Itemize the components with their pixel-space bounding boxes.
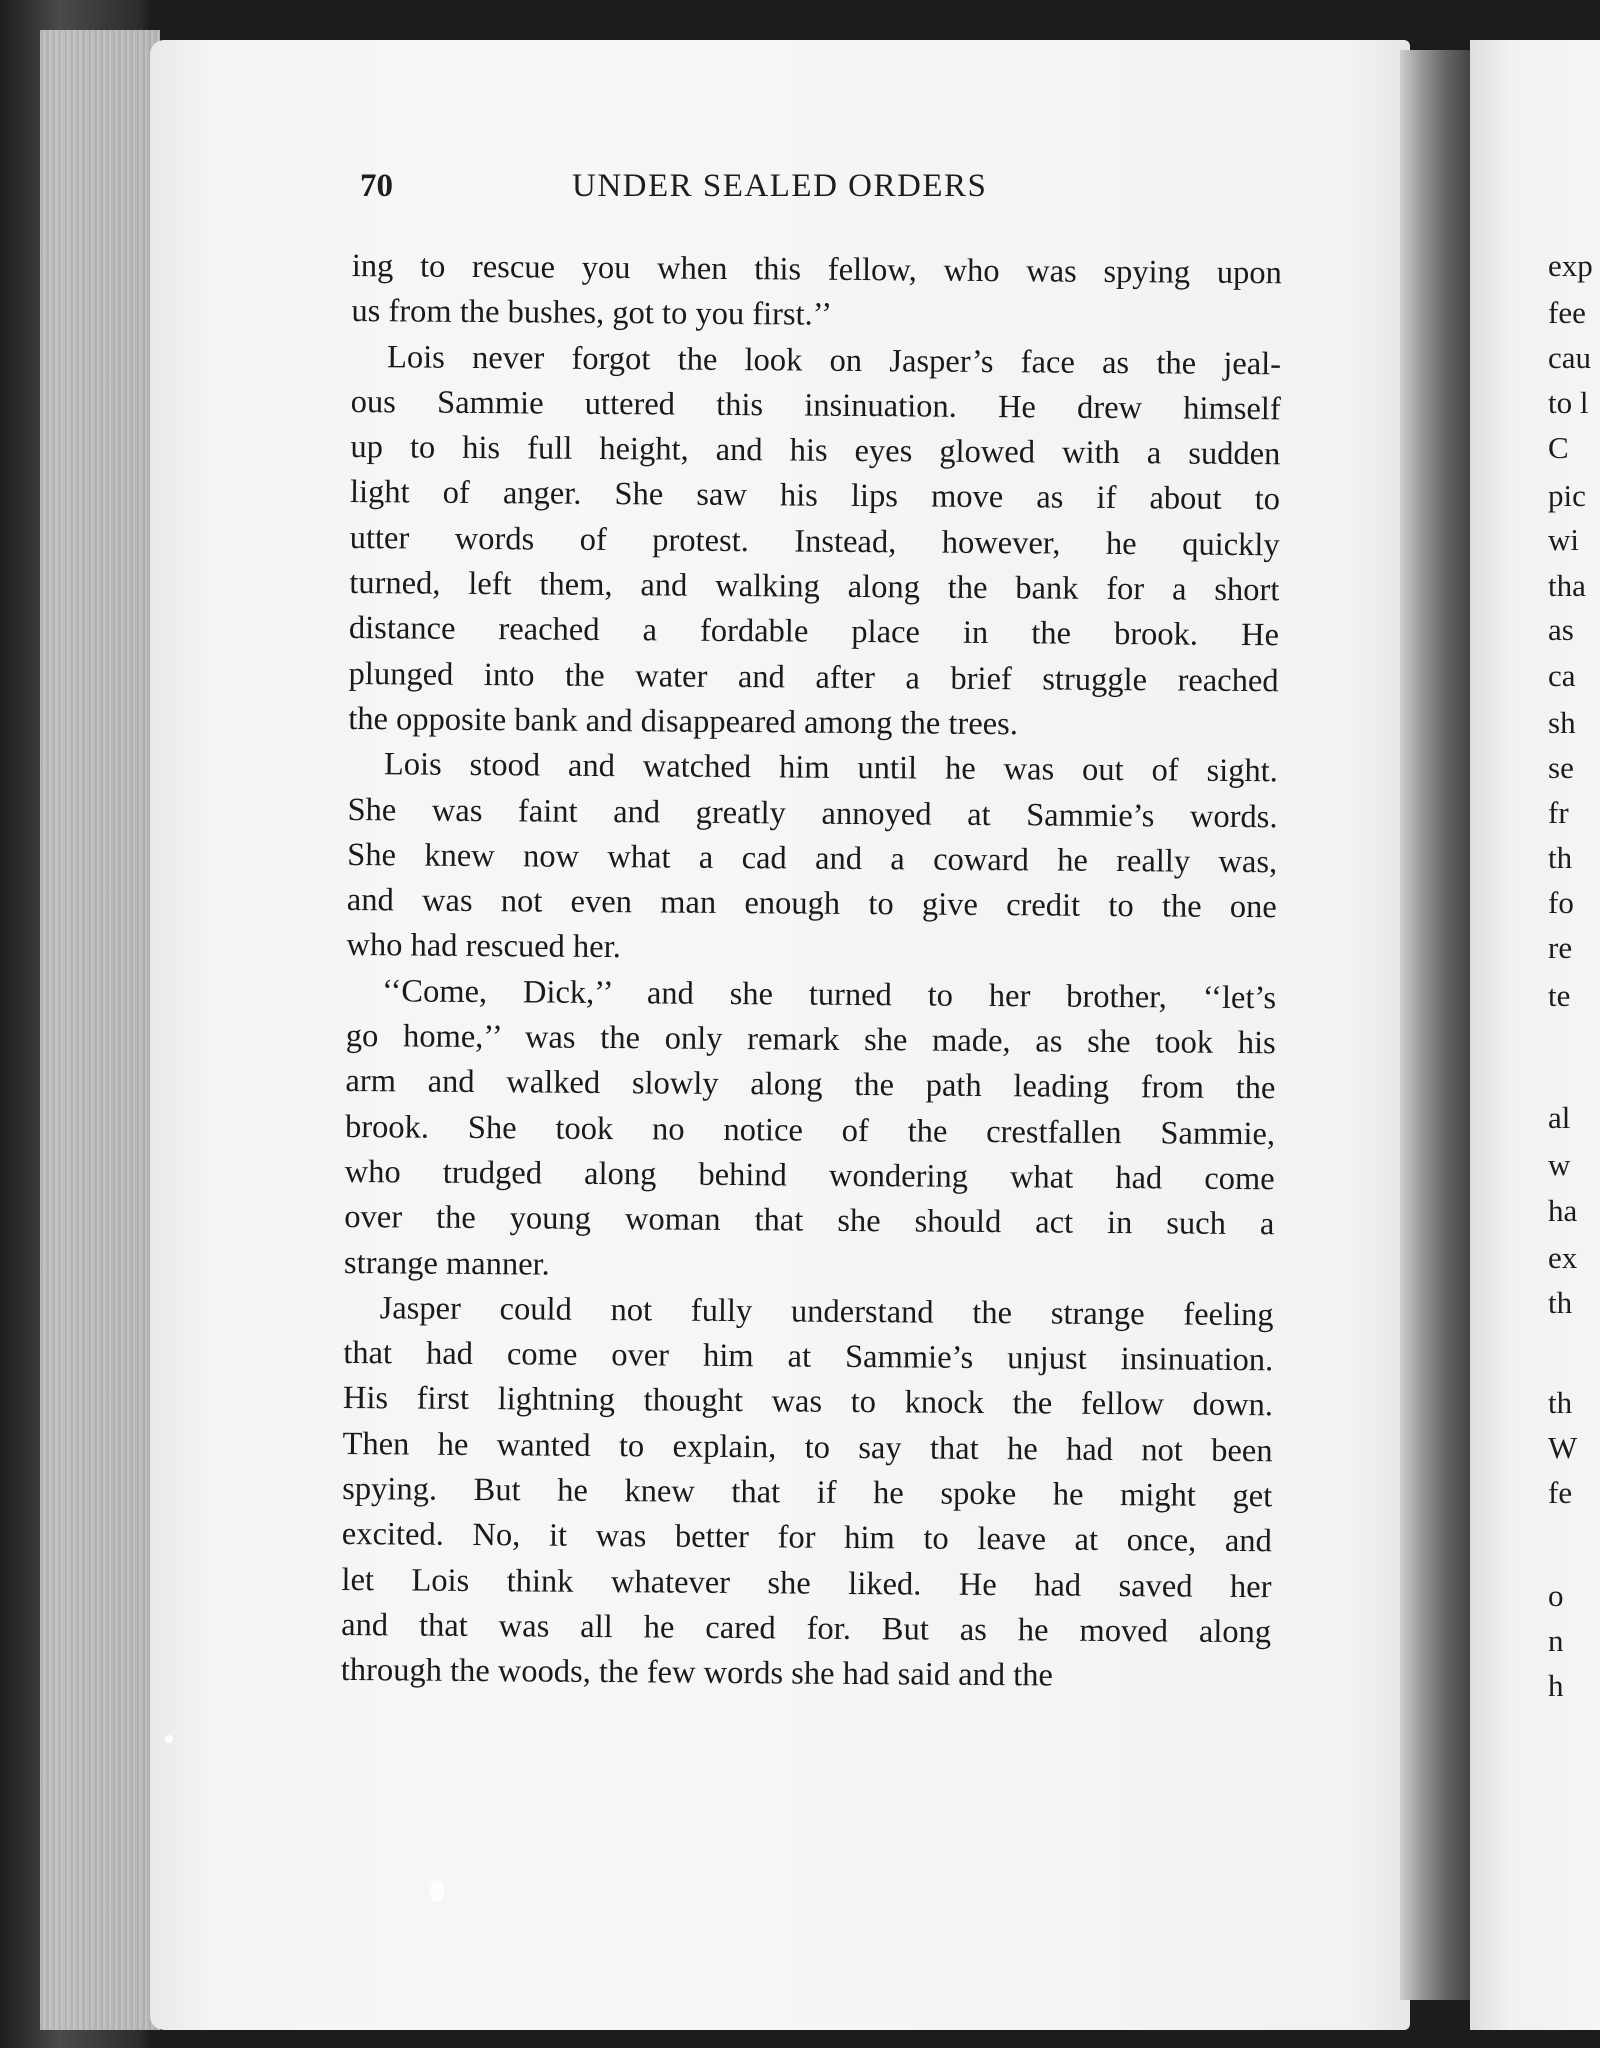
text-line: who trudged along behind wondering what had come	[344, 1153, 1275, 1198]
facing-page-fragment: wi	[1548, 522, 1579, 557]
facing-page-fragment: ca	[1548, 658, 1576, 693]
facing-page-fragment: to l	[1548, 385, 1589, 420]
facing-page-fragment: cau	[1548, 340, 1592, 375]
facing-page-fragment: fo	[1548, 885, 1574, 920]
text-line: ‘‘Come, Dick,’’ and she turned to her brother, ‘‘let’s	[381, 973, 1277, 1017]
text-line: Lois never forgot the look on Jasper’s face as the jeal-	[386, 338, 1282, 382]
paragraph	[341, 1286, 1274, 1701]
text-line: Jasper could not fully understand the strange feeling	[379, 1290, 1274, 1334]
right-page	[1470, 40, 1600, 2030]
book-gutter	[1400, 50, 1470, 2000]
facing-page-fragment: w	[1548, 1147, 1571, 1182]
body-text	[341, 244, 1282, 1701]
text-line: spying. But he knew that if he spoke he might get	[342, 1470, 1273, 1515]
facing-page-fragment: pic	[1548, 478, 1586, 513]
page-header	[360, 168, 1270, 218]
facing-page-fragment: sh	[1548, 705, 1576, 740]
facing-page-fragment: as	[1548, 612, 1574, 647]
text-line: Then he wanted to explain, to say that he had not been	[342, 1425, 1273, 1469]
text-line: over the young woman that she should act in such a	[344, 1199, 1275, 1243]
facing-page-fragment: se	[1548, 750, 1574, 785]
facing-page-fragment: C	[1548, 430, 1569, 465]
text-line: excited. No, it was better for him to leave at once, and	[341, 1516, 1272, 1560]
text-line: through the woods, the few words she had said and the	[340, 1652, 1054, 1694]
paragraph	[344, 969, 1276, 1293]
text-line: light of anger. She saw his lips move as if about to	[349, 474, 1281, 518]
facing-page-fragment: th	[1548, 840, 1573, 875]
text-line: up to his full height, and his eyes glowed with a sudden	[350, 429, 1281, 473]
facing-page-fragment: th	[1548, 1385, 1573, 1420]
scan-speck	[430, 1880, 444, 1902]
text-line: His first lightning thought was to knock the fellow down.	[342, 1380, 1274, 1424]
text-line: arm and walked slowly along the path leading from the	[345, 1063, 1276, 1107]
facing-page-fragment: W	[1548, 1430, 1578, 1465]
facing-page-fragment: ex	[1548, 1240, 1578, 1275]
facing-page-fragment: re	[1548, 930, 1573, 965]
text-line: strange manner.	[343, 1244, 550, 1283]
page-stack-edge	[40, 30, 160, 2030]
text-line: She was faint and greatly annoyed at Sammie’s words.	[347, 791, 1278, 835]
running-head: UNDER SEALED ORDERS	[572, 168, 988, 204]
facing-page-fragment: th	[1548, 1285, 1573, 1320]
facing-page-fragment: h	[1548, 1668, 1564, 1703]
text-line: ing to rescue you when this fellow, who was spying upon	[351, 247, 1282, 292]
facing-page-fragment: ha	[1548, 1193, 1578, 1228]
text-line: who had rescued her.	[346, 927, 621, 966]
text-line: that had come over him at Sammie’s unjust insinuation.	[343, 1335, 1274, 1379]
page-number: 70	[360, 168, 393, 204]
text-line: Lois stood and watched him until he was out of sight.	[383, 746, 1279, 790]
facing-page-fragment: te	[1548, 978, 1571, 1013]
text-line: utter words of protest. Instead, however, he quickly	[349, 519, 1280, 564]
text-line: She knew now what a cad and a coward he really was,	[347, 836, 1278, 881]
text-line: us from the bushes, got to you first.’’	[351, 293, 833, 334]
text-line: and was not even man enough to give credit to the one	[346, 882, 1277, 926]
text-line: go home,’’ was the only remark she made, as she took his	[345, 1018, 1276, 1062]
text-line: ous Sammie uttered this insinuation. He drew himself	[350, 383, 1281, 428]
text-line: distance reached a fordable place in the brook. He	[348, 610, 1280, 654]
scan-speck	[165, 1735, 173, 1743]
paragraph	[351, 244, 1282, 342]
facing-page-fragment: fe	[1548, 1475, 1573, 1510]
facing-page-fragment: fee	[1548, 295, 1586, 330]
facing-page-fragment: exp	[1548, 248, 1593, 283]
facing-page-fragment: al	[1548, 1100, 1571, 1135]
facing-page-fragment: n	[1548, 1623, 1564, 1658]
facing-page-fragment: tha	[1548, 568, 1586, 603]
text-line: turned, left them, and walking along the bank for a short	[349, 565, 1280, 609]
text-line: plunged into the water and after a brief struggle reached	[348, 655, 1279, 699]
facing-page-fragment: fr	[1548, 795, 1569, 830]
paragraph	[346, 742, 1278, 976]
text-line: brook. She took no notice of the crestfallen Sammie,	[344, 1108, 1276, 1152]
text-line: let Lois think whatever she liked. He had saved her	[341, 1561, 1272, 1605]
facing-page-fragment: o	[1548, 1578, 1564, 1613]
paragraph	[348, 335, 1281, 750]
text-line: and that was all he cared for. But as he moved along	[341, 1606, 1272, 1651]
text-line: the opposite bank and disappeared among the trees.	[348, 700, 1019, 743]
